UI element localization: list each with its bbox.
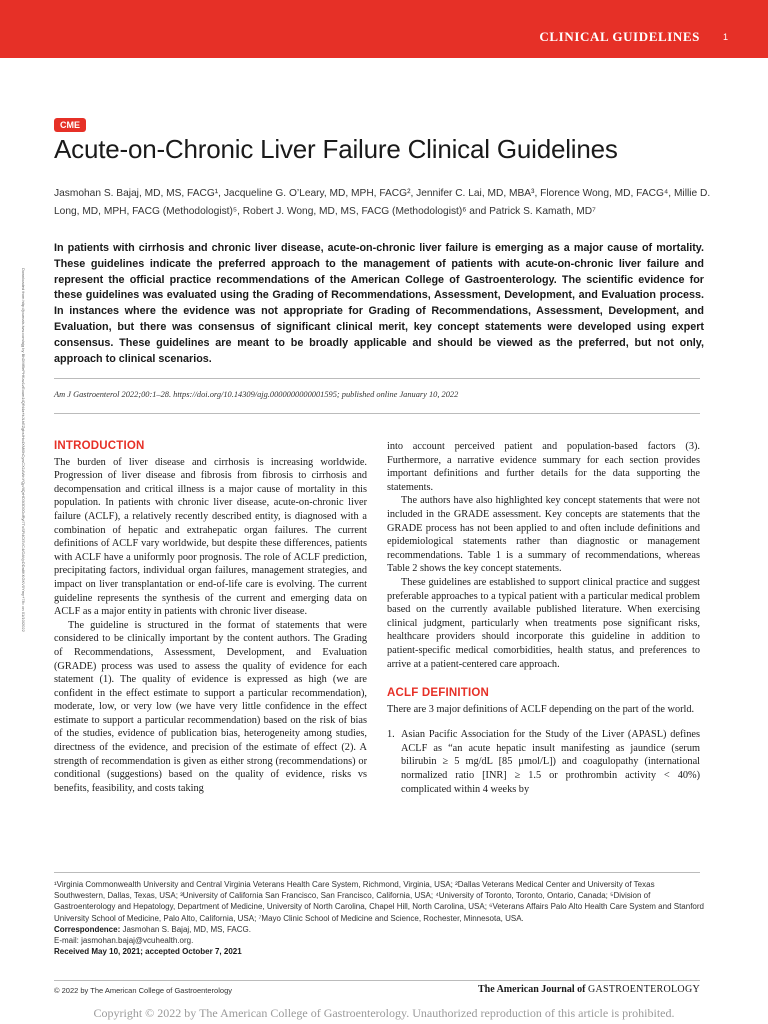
copyright-disclaimer: Copyright © 2022 by The American College of Gastroenterology. Unauthorized reproduction of this article is prohibited. [93,1006,675,1020]
list-item-text: Asian Pacific Association for the Study of the Liver (APASL) defines ACLF as “an acute hepatic insult manifesting as jaundice (serum bilirubin ≥ 5 mg/dL [85 μmol/L]) and coagulopathy (international normalized ratio [INR] ≥ 1.5 or prothrombin activity < 40%) complicated within 4 weeks by [401,729,700,795]
cme-badge: CME [54,118,86,132]
paragraph: The burden of liver disease and cirrhosis is increasing worldwide. Progression of liver disease and fibrosis from fibrosis to cirrhosis and decompensation and critical illness is a major cause of mortality in this population. In patients with chronic liver disease, acute-on-chronic liver failure (ACLF), a relatively recently described entity, is diagnosed with a combination of hepatic and extrahepatic organ failures. The current definitions of ACLF vary worldwide, but despite these differences, patients with ACLF have a uniformly poor prognosis. The role of ACLF prediction, precipitating factors, individual organ failures, management strategies, and impact on liver transplantation or end-of-life care is evolving. The current guideline represents the synthesis of the current and emerging data on ACLF as a major entity in patients with chronic liver disease. [54,456,367,618]
introduction-heading: INTRODUCTION [54,440,145,452]
author-list: Jasmohan S. Bajaj, MD, MS, FACG¹, Jacqueline G. O’Leary, MD, MPH, FACG², Jennifer C. Lai, MD, MBA³, Florence Wong, MD, FACG⁴, Millie D. Long, MD, MPH, FACG (Methodologist)⁵, Robert J. Wong, MD, MS, FACG (Methodologist)⁶ and Patrick S. Kamath, MD⁷ [54,188,711,217]
journal-title: GASTROENTEROLOGY [587,984,700,995]
copyright-small: © 2022 by The American College of Gastroenterology [54,986,232,995]
definition-list [387,728,700,796]
list-item [387,728,700,796]
email[interactable]: E-mail: jasmohan.bajaj@vcuhealth.org. [54,936,194,946]
right-column [387,440,700,796]
paragraph: These guidelines are established to support clinical practice and suggest preferable approaches to a typical patient with a particular medical problem based on the currently available published literature. When exercising clinical judgment, particularly when treatments pose significant risks, healthcare providers should incorporate this guideline in addition to patient-specific medical comorbidities, health status, and preferences to arrive at a patient-centered care approach. [387,576,700,670]
divider [54,980,700,981]
paragraph: There are 3 major definitions of ACLF depending on the part of the world. [387,703,695,715]
correspondence-name: Jasmohan S. Bajaj, MD, MS, FACG. [122,924,251,934]
header-bar [0,0,768,58]
left-column [54,440,367,795]
section-label: CLINICAL GUIDELINES [539,29,700,44]
received-dates: Received May 10, 2021; accepted October 7, 2021 [54,947,242,957]
divider [54,378,700,379]
download-note: Downloaded from http://journals.lww.com/ajg by BhDMf5ePHKav1zEoum1tQfN4a+kJLhEZgbsIHo4XMi0hCywCX1AWnYQp/IlQrHD3i3D0OdRyi7TvSFl4Cf3VC4/OAVpDDa8KKGKV0Ymy+78= on 01/10/2022 [21,268,26,632]
affiliations-footnote [54,879,704,957]
aclf-definition-heading: ACLF DEFINITION [387,687,490,700]
correspondence-label: Correspondence: [54,924,121,934]
journal-prefix: The American Journal of [477,984,586,995]
citation: Am J Gastroenterol 2022;00:1–28. https://doi.org/10.14309/ajg.0000000000001595; published online January 10, 2022 [54,390,459,399]
abstract: In patients with cirrhosis and chronic liver disease, acute-on-chronic liver failure is emerging as a major cause of mortality. These guidelines indicate the preferred approach to the management of patients with acute-on-chronic liver failure and represent the official practice recommendations of the American College of Gastroenterology. The scientific evidence for these guidelines was evaluated using the Grading of Recommendations, Assessment, Development, and Evaluation process. In instances where the evidence was not appropriate for Grading of Recommendations, Assessment, Development, and Evaluation, but there was consensus of significant clinical merit, key concept statements were developed using expert consensus. These guidelines are meant to be broadly applicable and should be viewed as the preferred, but not only, approach to clinical scenarios. [54,242,704,365]
journal-name [478,984,700,995]
affiliations: ¹Virginia Commonwealth University and Central Virginia Veterans Health Care System, Richmond, Virginia, USA; ²Dallas Veterans Medical Center and University of Texas Southwestern, Dallas, Texas, USA; ³University of California San Francisco, San Francisco, California, USA; ⁴University of Toronto, Toronto, Ontario, Canada; ⁵Division of Gastroenterology and Hepatology, Department of Medicine, University of North Carolina, Chapel Hill, North Carolina, USA; ⁶Veterans Affairs Palo Alto Health Care System and Stanford University School of Medicine, Palo Alto, California, USA; ⁷Mayo Clinic School of Medicine and Science, Rochester, Minnesota, USA. [54,880,704,923]
list-number: 1. [387,729,395,741]
paragraph: The guideline is structured in the format of statements that were considered to be clinically important by the content authors. The Grading of Recommendations, Assessment, Development, and Evaluation (GRADE) process was used to assess the quality of evidence for each statement (1). The quality of evidence is expressed as high (we are confident in the effect estimate to support a particular recommendation), moderate, low, or very low (we have very little confidence in the effect estimate to support a particular recommendation) based on the risk of bias of the studies, evidence of publication bias, heterogeneity among studies, directness of the evidence, and precision of the estimate of effect (2). A strength of recommendation is given as either strong (recommendations) or conditional (suggestions) based on the quality of evidence, risks vs benefits, feasibility, and costs taking [54,619,367,794]
page-number: 1 [722,32,728,42]
article-title: Acute-on-Chronic Liver Failure Clinical Guidelines [54,134,618,164]
correspondence [54,924,704,935]
divider [54,413,700,414]
divider [54,872,700,873]
paragraph: The authors have also highlighted key concept statements that were not included in the GRADE assessment. Key concepts are statements that the GRADE process has not been applied to and often include definitions and epidemiological statements rather than diagnostic or management recommendations. Table 1 is a summary of recommendations, whereas Table 2 shows the key concept statements. [387,495,700,575]
paragraph: into account perceived patient and population-based factors (3). Furthermore, a narrative evidence summary for each section provides important definitions and further details for the data supporting the statements. [387,441,700,493]
